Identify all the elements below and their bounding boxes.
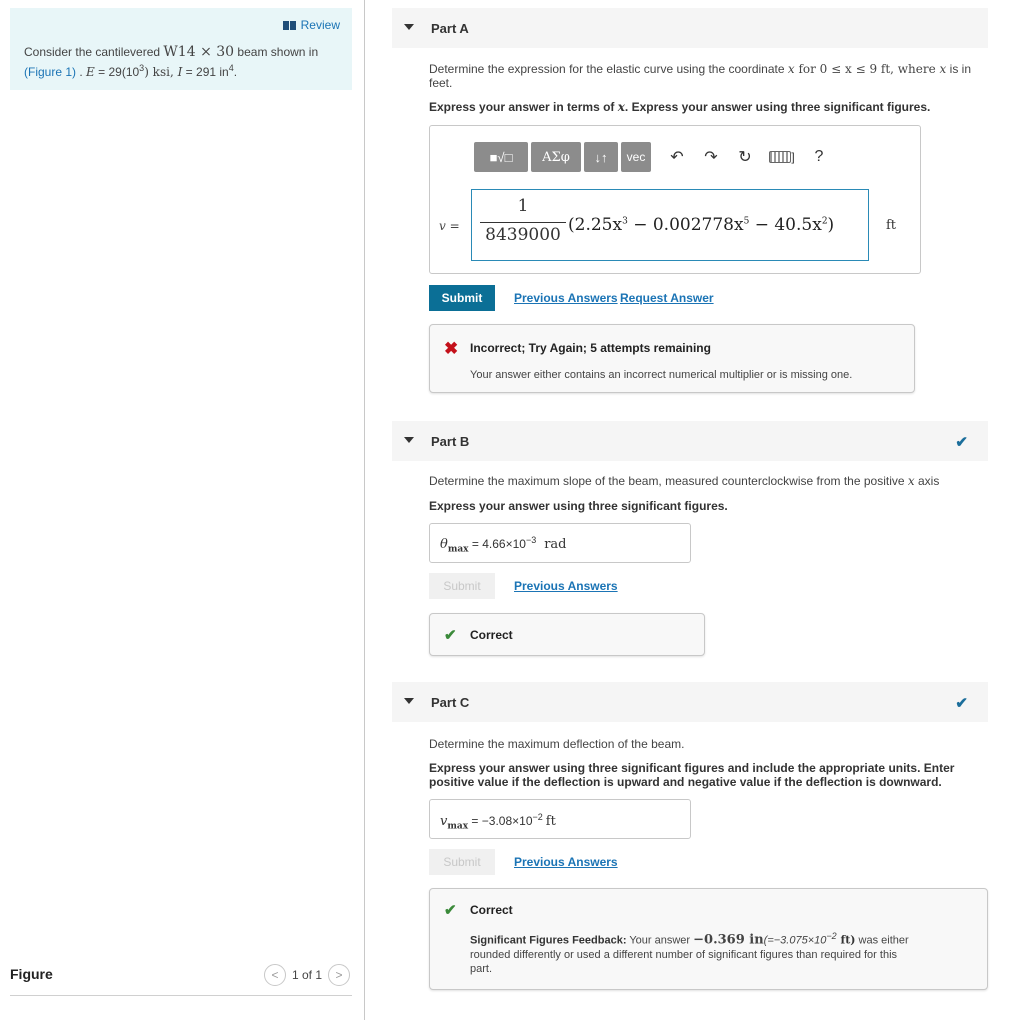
part-c-header[interactable] <box>392 682 988 722</box>
keyboard-icon <box>769 151 791 163</box>
part-c-instruction: Express your answer using three significant figures and include the appropriate units. Enter positive value if the deflection is upward and negative value if the deflection is downward. <box>429 761 955 789</box>
part-a-feedback-body: Your answer either contains an incorrect numerical multiplier or is missing one. <box>470 369 853 381</box>
variable-label: v = <box>439 219 460 233</box>
denominator: 8439000 <box>485 225 561 245</box>
x-icon: ✖ <box>444 339 459 358</box>
part-b-answer-field[interactable] <box>429 523 691 563</box>
part-a-previous-answers[interactable]: Previous Answers <box>514 291 618 305</box>
check-icon: ✔ <box>444 902 457 919</box>
undo-button[interactable] <box>660 142 694 172</box>
part-a-request-answer[interactable]: Request Answer <box>620 291 714 305</box>
part-c-feedback <box>429 888 988 990</box>
figure-label: Figure <box>10 966 53 982</box>
part-a-feedback <box>429 324 915 393</box>
part-b-feedback-title: Correct <box>470 628 513 642</box>
answer-unit: ft <box>886 218 897 233</box>
fraction-bar <box>480 222 566 223</box>
answer-input[interactable] <box>471 189 869 261</box>
check-icon: ✔ <box>955 695 968 712</box>
part-a-feedback-title: Incorrect; Try Again; 5 attempts remaining <box>470 341 711 355</box>
caret-down-icon <box>404 698 414 704</box>
templates-button[interactable] <box>474 142 528 172</box>
left-panel <box>0 0 362 1020</box>
part-b-question: Determine the maximum slope of the beam, measured counterclockwise from the positive x axis <box>429 474 940 488</box>
part-c-title: Part C <box>431 695 470 710</box>
panel-divider <box>364 0 365 1020</box>
part-b-title: Part B <box>431 434 470 449</box>
problem-statement <box>10 8 352 90</box>
greek-symbols-button[interactable]: ΑΣφ <box>531 142 581 172</box>
reset-button[interactable] <box>728 142 762 172</box>
part-c-question: Determine the maximum deflection of the beam. <box>429 737 685 751</box>
fraction <box>480 196 566 245</box>
caret-down-icon <box>404 24 414 30</box>
check-icon: ✔ <box>955 434 968 451</box>
part-c-previous-answers[interactable]: Previous Answers <box>514 855 618 869</box>
part-b-submit-button[interactable]: Submit <box>429 573 495 599</box>
math-toolbar <box>474 142 836 172</box>
help-button[interactable] <box>802 142 836 172</box>
part-a-submit-button[interactable]: Submit <box>429 285 495 311</box>
templates-icon: ■√□ <box>489 149 513 165</box>
check-icon: ✔ <box>444 627 457 644</box>
caret-down-icon <box>404 437 414 443</box>
problem-text: Consider the cantilevered W14 × 30 beam shown in (Figure 1) . $E = 29(10^3)$ ksi, I = 291 $in^4$. <box>24 44 319 79</box>
next-figure-button[interactable] <box>328 964 350 986</box>
part-a-header[interactable] <box>392 8 988 48</box>
figure-pager <box>264 964 350 986</box>
numerator: 1 <box>517 196 529 216</box>
figure-row <box>10 962 352 996</box>
part-b-answer-value: $\theta_{max} = 4.66\times 10^{-3}$ rad <box>440 535 567 555</box>
beam-size: W14 × 30 <box>163 44 235 60</box>
chevron-left-icon: < <box>271 968 279 982</box>
part-c-feedback-title: Correct <box>470 903 513 917</box>
redo-button[interactable] <box>694 142 728 172</box>
part-c-submit-button[interactable]: Submit <box>429 849 495 875</box>
review-label: Review <box>300 18 340 32</box>
part-c-answer-value: $v_{max} = -3.08\times 10^{-2}$ ft <box>440 812 556 832</box>
part-b-previous-answers[interactable]: Previous Answers <box>514 579 618 593</box>
chevron-right-icon: > <box>335 968 343 982</box>
undo-icon: ↶ <box>670 149 684 166</box>
part-a-title: Part A <box>431 21 469 36</box>
book-icon <box>283 21 296 30</box>
figure-link[interactable]: (Figure 1) <box>24 65 77 79</box>
polynomial-expression: $(2.25x^3 - 0.002778x^5 - 40.5x^2)$ <box>568 215 835 235</box>
sigfig-feedback: Significant Figures Feedback: Your answer −0.369 $in(=-3.075\times 10^{-2}$ ft) was either rounded differently or used a different number of significant figures than required for this part. <box>470 931 909 975</box>
keyboard-shortcuts-button[interactable]: ] <box>762 142 802 172</box>
part-b-instruction: Express your answer using three significant figures. <box>429 499 728 513</box>
part-c-answer-field[interactable] <box>429 799 691 839</box>
part-a-question: Determine the expression for the elastic curve using the coordinate x for 0 ≤ x ≤ 9 ft, where x is in feet. <box>429 62 972 90</box>
review-link[interactable] <box>283 18 340 32</box>
arrows-icon: ↓↑ <box>594 149 608 165</box>
arrows-button[interactable] <box>584 142 618 172</box>
reset-icon: ↻ <box>738 149 752 166</box>
prev-figure-button[interactable] <box>264 964 286 986</box>
pager-text: 1 of 1 <box>291 968 322 982</box>
vector-button[interactable]: vec <box>621 142 651 172</box>
redo-icon: ↷ <box>704 149 718 166</box>
part-b-feedback <box>429 613 705 656</box>
part-a-instruction: Express your answer in terms of x. Express your answer using three significant figures. <box>429 100 931 114</box>
part-b-header[interactable] <box>392 421 988 461</box>
help-icon: ? <box>814 148 824 165</box>
